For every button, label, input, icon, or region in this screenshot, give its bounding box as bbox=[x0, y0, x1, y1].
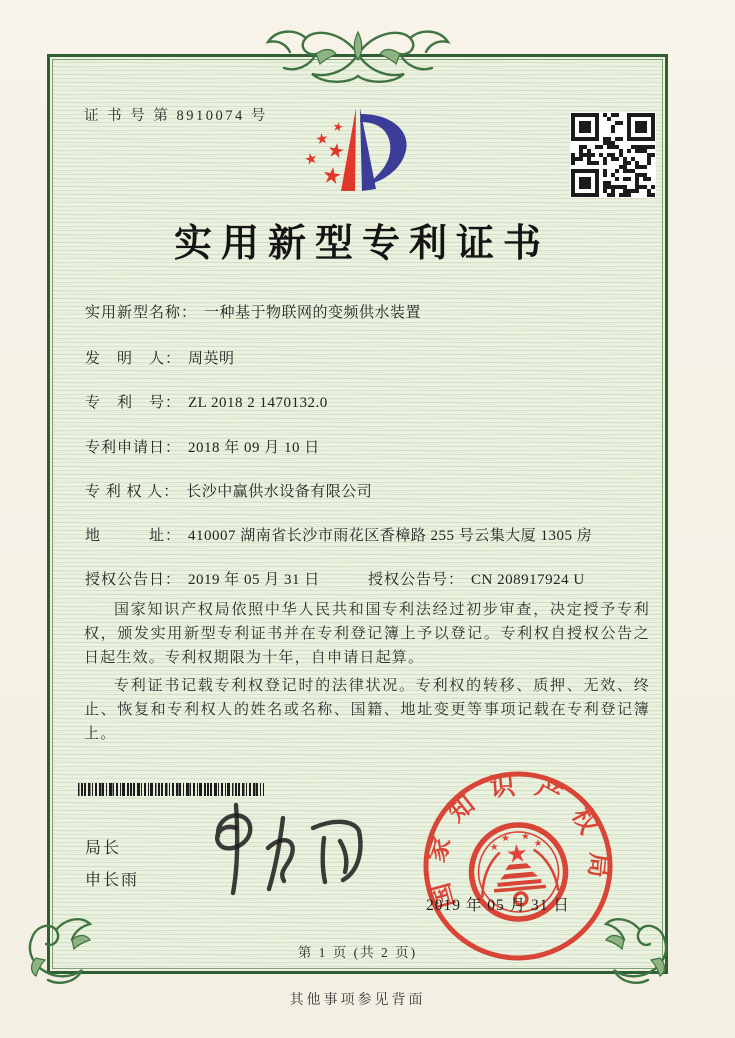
qr-finder-bottom-left bbox=[571, 169, 599, 197]
logo-stars-icon bbox=[304, 121, 345, 184]
body-paragraph-1: 国家知识产权局依照中华人民共和国专利法经过初步审查，决定授予专利权，颁发实用新型专利证书并在专利登记簿上予以登记。专利权自授权公告之日起生效。专利权期限为十年，自申请日起算。 bbox=[84, 602, 650, 666]
commissioner-title: 局长 bbox=[85, 840, 122, 857]
back-side-note: 其他事项参见背面 bbox=[289, 993, 426, 1008]
top-border-ornament bbox=[258, 26, 458, 90]
field-grant-number: 授权公告号： CN 208917924 U bbox=[368, 572, 585, 588]
field-address: 地 址： 410007 湖南省长沙市雨花区香樟路 255 号云集大厦 1305 房 bbox=[85, 528, 593, 544]
field-inventor: 发 明 人： 周英明 bbox=[85, 351, 235, 367]
page-number: 第 1 页 (共 2 页) bbox=[297, 945, 418, 960]
seal-date: 2019 年 05 月 31 日 bbox=[426, 897, 570, 914]
commissioner-block bbox=[85, 833, 139, 897]
certificate-number: 证 书 号 第 8910074 号 bbox=[84, 108, 268, 124]
signature-strokes bbox=[217, 805, 360, 893]
qr-code bbox=[570, 112, 656, 198]
field-patent-number: 专 利 号： ZL 2018 2 1470132.0 bbox=[85, 395, 328, 411]
director-signature bbox=[186, 796, 386, 901]
official-seal bbox=[420, 768, 616, 964]
logo-red-wedge bbox=[341, 108, 356, 191]
body-paragraph-2: 专利证书记载专利权登记时的法律状况。专利权的转移、质押、无效、终止、恢复和专利权人的姓名或名称、国籍、地址变更等事项记载在专利登记簿上。 bbox=[84, 678, 650, 742]
field-patentee: 专 利 权 人： 长沙中赢供水设备有限公司 bbox=[85, 484, 373, 500]
certificate-body-text bbox=[84, 598, 650, 750]
seal-text: 国家知识产权局 bbox=[422, 771, 613, 912]
field-filing-date: 专利申请日： 2018 年 09 月 10 日 bbox=[85, 440, 320, 456]
barcode bbox=[78, 783, 264, 796]
commissioner-name: 申长雨 bbox=[85, 872, 140, 889]
cnipa-logo bbox=[298, 102, 430, 202]
field-grant-date: 授权公告日： 2019 年 05 月 31 日 bbox=[85, 572, 320, 588]
field-utility-model-name: 实用新型名称： 一种基于物联网的变频供水装置 bbox=[85, 305, 422, 321]
certificate-title: 实用新型专利证书 bbox=[173, 223, 550, 265]
qr-finder-top-left bbox=[571, 113, 599, 141]
qr-finder-top-right bbox=[627, 113, 655, 141]
